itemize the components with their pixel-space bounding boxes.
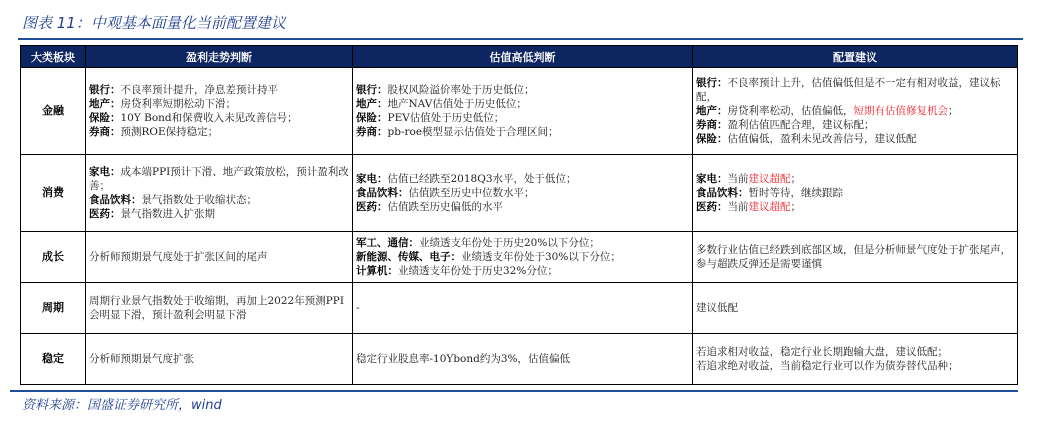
sector-label: 新能源、传媒、电子： (356, 251, 461, 263)
cell-line (89, 250, 349, 264)
line-text: 业绩透支年份处于历史20%以下分位； (419, 237, 600, 249)
line-text: 房贷利率松动，估值偏低， (727, 105, 854, 117)
valuation-cell (353, 155, 693, 232)
cell-line (89, 193, 349, 207)
figure-title: 图表 11：中观基本面量化当前配置建议 (22, 14, 286, 32)
line-text: 周期行业景气指数处于收缩期，再加上2022年预测PPI会明显下滑，预计盈利会明显下滑 (89, 295, 344, 321)
line-text: 不良率预计提升，净息差预计持平 (120, 84, 278, 96)
cell-line (356, 200, 689, 214)
line-text: 景气指数进入扩张期 (120, 208, 215, 220)
line-text: 若追求相对收益，稳定行业长期跑输大盘，建议低配； (696, 346, 948, 358)
table-row (21, 334, 1018, 385)
line-tail: ； (790, 173, 801, 185)
sector-label: 医药： (356, 201, 388, 213)
line-text: 估值跌至历史偏低的水平 (387, 201, 503, 213)
cell-line (89, 352, 349, 366)
cell-line (356, 352, 689, 366)
line-text: 盈利估值匹配合理，建议标配； (727, 119, 875, 131)
line-tail: ； (790, 201, 801, 213)
sector-label: 地产： (696, 105, 728, 117)
sector-label: 保险： (89, 112, 121, 124)
line-text: 业绩透支年份处于历史32%分位； (398, 265, 558, 277)
sector-label: 医药： (696, 201, 728, 213)
cell-line (696, 76, 1014, 104)
category-cell: 稳定 (21, 334, 86, 385)
cell-line (356, 97, 689, 111)
category-cell: 消费 (21, 155, 86, 232)
cell-line (696, 345, 1014, 359)
highlight-text: 建议超配 (748, 173, 791, 185)
line-text: 地产NAV估值处于历史低位； (387, 98, 527, 110)
cell-line (89, 294, 349, 322)
line-text: 成本端PPI预计下滑、地产政策放松，预计盈利改善； (89, 166, 349, 192)
sector-label: 券商： (696, 119, 728, 131)
valuation-cell (353, 283, 693, 334)
sector-label: 计算机： (356, 265, 398, 277)
sector-label: 银行： (356, 84, 388, 96)
sector-label: 军工、通信： (356, 237, 419, 249)
valuation-cell (353, 334, 693, 385)
source-divider (10, 390, 1018, 392)
cell-line (356, 83, 689, 97)
sector-label: 地产： (356, 98, 388, 110)
table-row (21, 68, 1018, 155)
sector-label: 家电： (356, 173, 388, 185)
earnings-cell (86, 232, 353, 283)
line-text: 不良率预计上升，估值偏低但是不一定有相对收益，建议标配， (696, 77, 1001, 103)
sector-label: 食品饮料： (356, 187, 409, 199)
sector-label: 券商： (356, 126, 388, 138)
earnings-cell (86, 334, 353, 385)
line-text: 当前 (727, 173, 749, 185)
line-text: 当前 (727, 201, 749, 213)
line-text: 房贷利率短期松动下滑； (120, 98, 236, 110)
cell-line (696, 200, 1014, 214)
earnings-cell (86, 155, 353, 232)
line-text: 稳定行业股息率-10Ybond约为3%，估值偏低 (356, 353, 571, 365)
cell-line (89, 165, 349, 193)
cell-line (356, 125, 689, 139)
header-earnings: 盈利走势判断 (86, 46, 353, 68)
line-text: - (356, 302, 360, 314)
cell-line (89, 83, 349, 97)
highlight-text: 建议超配 (748, 201, 791, 213)
sector-label: 保险： (696, 133, 728, 145)
cell-line (356, 172, 689, 186)
allocation-cell (693, 68, 1018, 155)
valuation-cell (353, 232, 693, 283)
earnings-cell (86, 283, 353, 334)
cell-line (696, 301, 1014, 315)
cell-line (696, 104, 1014, 118)
table-header-row (21, 46, 1018, 68)
cell-line (696, 243, 1014, 271)
allocation-cell (693, 283, 1018, 334)
line-tail: ； (948, 105, 959, 117)
sector-label: 食品饮料： (89, 194, 142, 206)
header-category: 大类板块 (21, 46, 86, 68)
line-text: 景气指数处于收缩状态； (141, 194, 257, 206)
line-text: 分析师预期景气度扩张 (89, 353, 194, 365)
valuation-cell (353, 68, 693, 155)
line-text: 估值已经跌至2018Q3水平，处于低位； (387, 173, 577, 185)
cell-line (89, 125, 349, 139)
cell-line (696, 172, 1014, 186)
cell-line (696, 186, 1014, 200)
table-row (21, 232, 1018, 283)
sector-label: 地产： (89, 98, 121, 110)
cell-line (89, 97, 349, 111)
cell-line (356, 264, 689, 278)
line-text: 暂时等待，继续跟踪 (748, 187, 843, 199)
allocation-table (20, 45, 1018, 385)
cell-line (89, 111, 349, 125)
line-text: 多数行业估值已经跌到底部区域，但是分析师景气度处于扩张尾声，参与超跌反弹还是需要谨慎 (696, 244, 1011, 270)
line-text: 10Y Bond和保费收入未见改善信号； (120, 112, 298, 124)
sector-label: 医药： (89, 208, 121, 220)
line-text: 分析师预期景气度处于扩张区间的尾声 (89, 251, 268, 263)
line-text: pb-roe模型显示估值处于合理区间； (387, 126, 559, 138)
cell-line (696, 359, 1014, 373)
earnings-cell (86, 68, 353, 155)
line-text: 建议低配 (696, 302, 738, 314)
allocation-cell (693, 232, 1018, 283)
sector-label: 食品饮料： (696, 187, 749, 199)
sector-label: 家电： (696, 173, 728, 185)
cell-line (356, 111, 689, 125)
header-allocation: 配置建议 (693, 46, 1018, 68)
sector-label: 银行： (89, 84, 121, 96)
line-text: 股权风险溢价率处于历史低位； (387, 84, 535, 96)
category-cell: 金融 (21, 68, 86, 155)
table-row (21, 283, 1018, 334)
allocation-cell (693, 155, 1018, 232)
line-text: PEV估值处于历史低位； (387, 112, 505, 124)
line-text: 业绩透支年份处于30%以下分位； (461, 251, 621, 263)
cell-line (356, 250, 689, 264)
cell-line (89, 207, 349, 221)
line-text: 预测ROE保持稳定； (120, 126, 219, 138)
sector-label: 券商： (89, 126, 121, 138)
table-row (21, 155, 1018, 232)
cell-line (356, 186, 689, 200)
allocation-cell (693, 334, 1018, 385)
header-valuation: 估值高低判断 (353, 46, 693, 68)
sector-label: 保险： (356, 112, 388, 124)
cell-line (696, 118, 1014, 132)
title-divider (18, 38, 1023, 40)
line-text: 估值偏低，盈利未见改善信号，建议低配 (727, 133, 917, 145)
cell-line (356, 301, 689, 315)
sector-label: 家电： (89, 166, 121, 178)
cell-line (696, 132, 1014, 146)
source-note: 资料来源：国盛证券研究所，wind (22, 398, 222, 413)
category-cell: 成长 (21, 232, 86, 283)
sector-label: 银行： (696, 77, 728, 89)
line-text: 若追求绝对收益，当前稳定行业可以作为债券替代品种； (696, 360, 959, 372)
highlight-text: 短期有估值修复机会 (853, 105, 948, 117)
line-text: 估值跌至历史中位数水平； (408, 187, 535, 199)
cell-line (356, 236, 689, 250)
category-cell: 周期 (21, 283, 86, 334)
